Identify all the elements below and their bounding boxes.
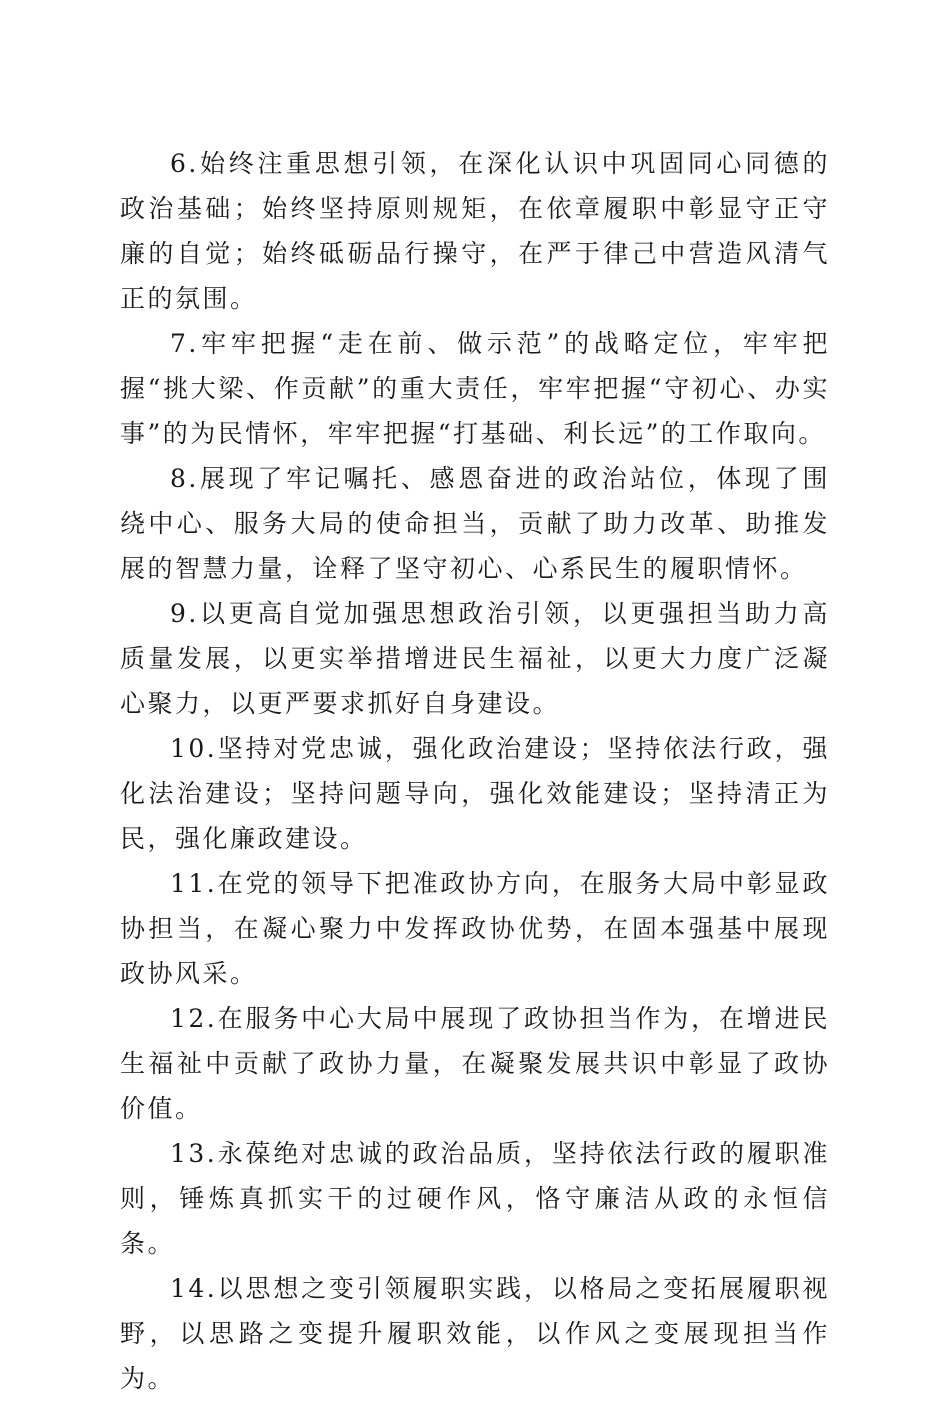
paragraph-14: 14.以思想之变引领履职实践，以格局之变拓展履职视野，以思路之变提升履职效能，以作风之变展现担当作为。 <box>120 1274 830 1393</box>
document-body <box>120 141 830 1401</box>
paragraph-10: 10.坚持对党忠诚，强化政治建设；坚持依法行政，强化法治建设；坚持问题导向，强化效能建设；坚持清正为民，强化廉政建设。 <box>120 734 830 853</box>
paragraph-11: 11.在党的领导下把准政协方向，在服务大局中彰显政协担当，在凝心聚力中发挥政协优势，在固本强基中展现政协风采。 <box>120 869 830 988</box>
paragraph-8: 8.展现了牢记嘱托、感恩奋进的政治站位，体现了围绕中心、服务大局的使命担当，贡献了助力改革、助推发展的智慧力量，诠释了坚守初心、心系民生的履职情怀。 <box>120 464 830 583</box>
paragraph-9: 9.以更高自觉加强思想政治引领，以更强担当助力高质量发展，以更实举措增进民生福祉，以更大力度广泛凝心聚力，以更严要求抓好自身建设。 <box>120 599 830 718</box>
paragraph-12: 12.在服务中心大局中展现了政协担当作为，在增进民生福祉中贡献了政协力量，在凝聚发展共识中彰显了政协价值。 <box>120 1004 830 1123</box>
paragraph-6: 6.始终注重思想引领，在深化认识中巩固同心同德的政治基础；始终坚持原则规矩，在依章履职中彰显守正守廉的自觉；始终砥砺品行操守，在严于律己中营造风清气正的氛围。 <box>120 149 830 313</box>
paragraph-13: 13.永葆绝对忠诚的政治品质，坚持依法行政的履职准则，锤炼真抓实干的过硬作风，恪守廉洁从政的永恒信条。 <box>120 1139 830 1258</box>
paragraph-7: 7.牢牢把握“走在前、做示范”的战略定位，牢牢把握“挑大梁、作贡献”的重大责任，牢牢把握“守初心、办实事”的为民情怀，牢牢把握“打基础、利长远”的工作取向。 <box>120 329 830 448</box>
